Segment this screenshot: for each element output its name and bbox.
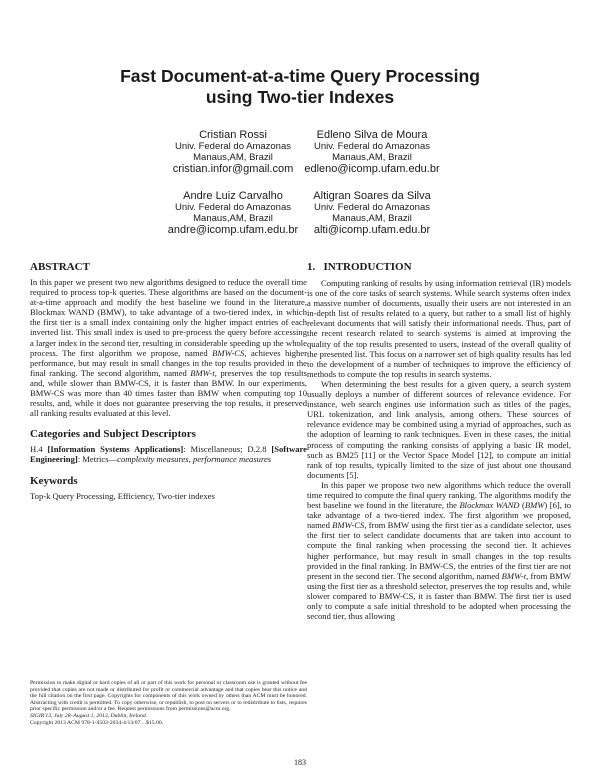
left-column — [30, 261, 307, 501]
author-affiliation: Univ. Federal do Amazonas — [175, 202, 291, 213]
conference-line: SIGIR'13, July 28–August 1, 2013, Dublin, Ireland. — [30, 712, 148, 719]
author-name: Edleno Silva de Moura — [316, 129, 428, 141]
categories-heading: Categories and Subject Descriptors — [30, 428, 196, 441]
author-email[interactable]: cristian.infor@gmail.com — [172, 163, 294, 175]
introduction-heading: 1. INTRODUCTION — [307, 261, 412, 273]
page-number: 183 — [294, 758, 306, 767]
permission-notice — [30, 680, 307, 726]
author-block-4 — [287, 190, 457, 236]
author-affiliation: Univ. Federal do Amazonas — [314, 202, 430, 213]
author-location: Manaus,AM, Brazil — [332, 212, 412, 224]
intro-paragraph-1: Computing ranking of results by using information retrieval (IR) models is one of the core tasks of search systems. While search systems often index a massive number of documents, usually their users are not interested in an in-depth list of results related to a query, but rather to a small list of highly relevant documents that will satisfy their informational needs. Thus, part of the recent research related to search systems is aimed at improving the quality of the top results presented to users, instead of the overall quality of the presented list. This focus on a narrower set of high quality results has led to the development of a number of techniques to improve the efficiency of methods to compute the top results in search systems. — [307, 278, 571, 379]
keywords-text: Top-k Query Processing, Efficiency, Two-tier indexes — [30, 490, 215, 501]
paper-title — [0, 66, 600, 108]
author-email[interactable]: andre@icomp.ufam.edu.br — [167, 224, 299, 236]
author-location: Manaus,AM, Brazil — [332, 151, 412, 163]
author-affiliation: Univ. Federal do Amazonas — [175, 141, 291, 152]
author-block-2 — [287, 129, 457, 175]
intro-paragraph-3: In this paper we propose two new algorithms which reduce the overall time required to compute the final query ranking. The algorithms modify the best baseline we found in the literature, the Blockmax WAND (BMW) [6], to take advantage of a two-tiered index. The first algorithm we proposed, named BMW-CS, from BMW using the first tier as a candidate selector, uses the first tier to select candidate documents that are taken into account to compute the final ranking when processing the second tier. It achieves higher performance, but may result in small changes in the top results provided in the final ranking. In BMW-CS, the entries of the first tier are not present in the second tier. The second algorithm, named BMW-t, from BMW using the first tier as a threshold selector, preserves the top results and, while slower compared to BMW-CS, it is faster than BMW. The first tier is used only to compute a safe initial threshold to be adopted when processing the second tier, thus allowing — [307, 479, 572, 622]
author-name: Altigran Soares da Silva — [313, 190, 431, 202]
title-line-2: using Two-tier Indexes — [205, 87, 395, 107]
right-column — [307, 261, 571, 621]
title-line-1: Fast Document-at-a-time Query Processing — [120, 66, 480, 86]
author-name: Andre Luiz Carvalho — [183, 190, 283, 202]
author-email[interactable]: alti@icomp.ufam.edu.br — [313, 224, 431, 236]
copyright-line: Copyright 2013 ACM 978-1-4503-2034-4/13/07 ...$15.00. — [30, 719, 164, 726]
keywords-heading: Keywords — [30, 474, 78, 487]
author-location: Manaus,AM, Brazil — [193, 151, 273, 163]
author-location: Manaus,AM, Brazil — [193, 212, 273, 224]
abstract-text: In this paper we present two new algorithms designed to reduce the overall time required to process top-k queries. These algorithms are based on the document-at-a-time approach and modify the best baseline we found in the literature, Blockmax WAND (BMW), to take advantage of a two-tiered index, in which the first tier is a small index containing only the higher impact entries of each inverted list. This small index is used to pre-process the query before accessing a larger index in the second tier, resulting in considerable speeding up the whole process. The first algorithm we propose, named BMW-CS, achieves higher performance, but may result in small changes in the top results provided in the final ranking. The second algorithm, named BMW-t, preserves the top results and, while slower than BMW-CS, it is faster than BMW. In our experiments, BMW-CS was more than 40 times faster than BMW when computing top 10 results, and, while it does not guarantee preserving the top results, it preserved all ranking results evaluated at this level. — [30, 277, 307, 419]
permission-text: Permission to make digital or hard copies of all or part of this work for personal or classroom use is granted without fee provided that copies are not made or distributed for profit or commercial advantage and that copies bear this notice and the full citation on the first page. Copyrights for components of this work owned by others than ACM must be honored. Abstracting with credit is permitted. To copy otherwise, or republish, to post on servers or to redistribute to lists, requires prior specific permission and/or a fee. Request permissions from permissions@acm.org. — [30, 680, 307, 713]
author-affiliation: Univ. Federal do Amazonas — [314, 141, 430, 152]
intro-paragraph-2: When determining the best results for a given query, a search system usually deploys a number of different sources of relevance evidence. For instance, web search engines use information such as titles of the pages, URL tokenization, and link analysis, among others. These sources of relevance evidence may be combined using a myriad of approaches, such as the adoption of learning to rank techniques. Even in these cases, the initial process of computing the ranking consists of applying a basic IR model, such as BM25 [11] or the Vector Space Model [12], to compute an initial rank of top results, typically limited to the size of just about one thousand documents [5]. — [307, 378, 571, 480]
author-name: Cristian Rossi — [199, 129, 267, 141]
author-email[interactable]: edleno@icomp.ufam.edu.br — [304, 163, 440, 175]
categories-text: H.4 [Information Systems Applications]: Miscellaneous; D.2.8 [Software Engineering]: Metrics—complexity measures, performance measures — [30, 444, 307, 465]
abstract-heading: ABSTRACT — [30, 261, 90, 273]
